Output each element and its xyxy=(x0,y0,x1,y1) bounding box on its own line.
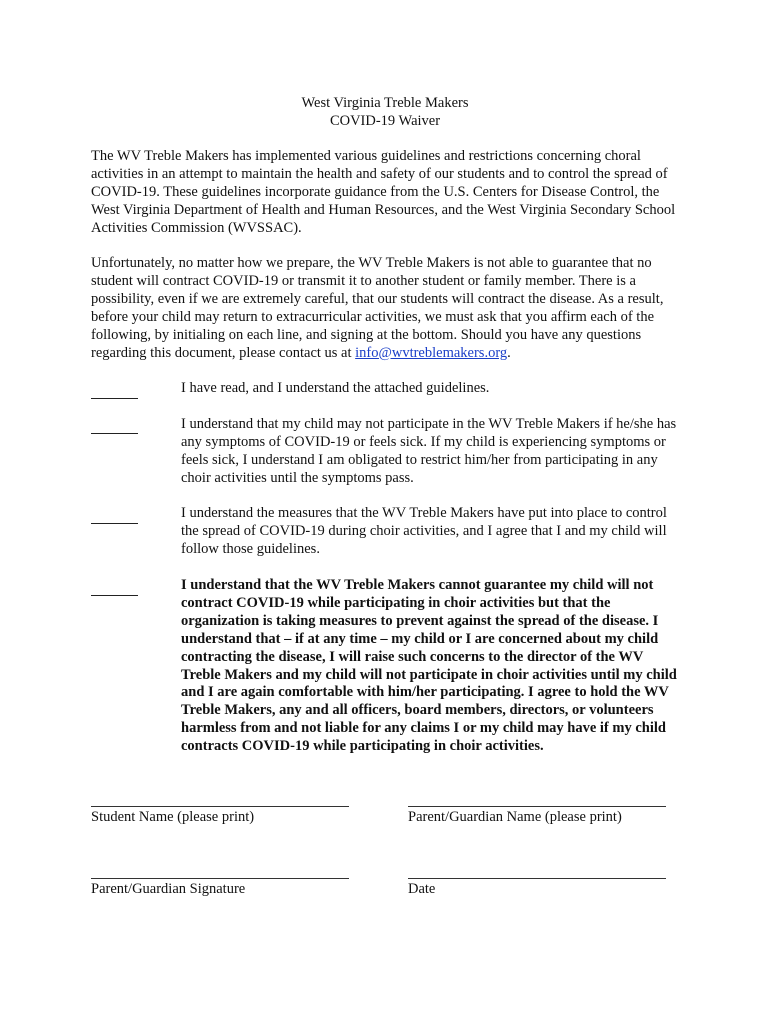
initial-line-3[interactable] xyxy=(91,510,138,524)
guardian-name-line[interactable] xyxy=(408,794,666,807)
notice-end: . xyxy=(507,344,511,361)
student-name-label: Student Name (please print) xyxy=(91,809,255,825)
guardian-name-label: Parent/Guardian Name (please print) xyxy=(408,809,622,825)
initial-line-1[interactable] xyxy=(91,385,138,399)
affirmation-4: I understand that the WV Treble Makers cannot guarantee my child will not contract COVID-19 while participating in choir activities but that the organization is taking measures to prevent against the spread of the disease. I understand that – if at any time – my child or I are concerned about my child contracting the disease, I will raise such concerns to the director of the WV Treble Makers and my child will not participate in choir activities until my child and I are again comfortable with him/her participating. I agree to hold the WV Treble Makers, any and all officers, board members, directors, or volunteers harmless from and not liable for any claims I or my child may have if my child contracts COVID-19 while participating in choir activities. xyxy=(181,577,677,755)
document-title: COVID-19 Waiver xyxy=(329,112,441,129)
affirmation-2: I understand that my child may not participate in the WV Treble Makers if he/she has any symptoms of COVID-19 or feels sick. If my child is experiencing symptoms or feels sick, I understand I am obligated to restrict him/her from participating in any choir activities until the symptoms pass. xyxy=(181,416,677,486)
affirmation-1: I have read, and I understand the attached guidelines. xyxy=(181,380,490,396)
contact-email-link[interactable]: info@wvtreblemakers.org xyxy=(355,344,508,361)
guardian-signature-line[interactable] xyxy=(91,866,349,879)
document-header xyxy=(0,95,770,130)
date-line[interactable] xyxy=(408,866,666,879)
initial-line-4[interactable] xyxy=(91,582,138,596)
notice-text: Unfortunately, no matter how we prepare, the WV Treble Makers is not able to guarantee that no student will contract COVID-19 or transmit it to another student or family member. There is a possibility, even if we are extremely careful, that our students will contract the disease. As a result, before your child may return to extracurricular activities, we must ask that you affirm each of the following, by initialing on each line, and signing at the bottom. Should you have any questions regarding this document, please contact us at xyxy=(91,255,664,361)
affirmation-3: I understand the measures that the WV Treble Makers have put into place to control the spread of COVID-19 during choir activities, and I agree that I and my child will follow those guidelines. xyxy=(181,505,667,557)
intro-paragraph: The WV Treble Makers has implemented various guidelines and restrictions concerning choral activities in an attempt to maintain the health and safety of our students and to control the spread of COVID-19. These guidelines incorporate guidance from the U.S. Centers for Disease Control, the West Virginia Department of Health and Human Resources, and the West Virginia Secondary School Activities Commission (WVSSAC). xyxy=(91,148,676,236)
notice-paragraph xyxy=(91,255,691,362)
student-name-line[interactable] xyxy=(91,794,349,807)
org-name: West Virginia Treble Makers xyxy=(301,95,469,111)
guardian-signature-label: Parent/Guardian Signature xyxy=(91,881,246,897)
initial-line-2[interactable] xyxy=(91,420,138,434)
date-label: Date xyxy=(408,881,436,897)
